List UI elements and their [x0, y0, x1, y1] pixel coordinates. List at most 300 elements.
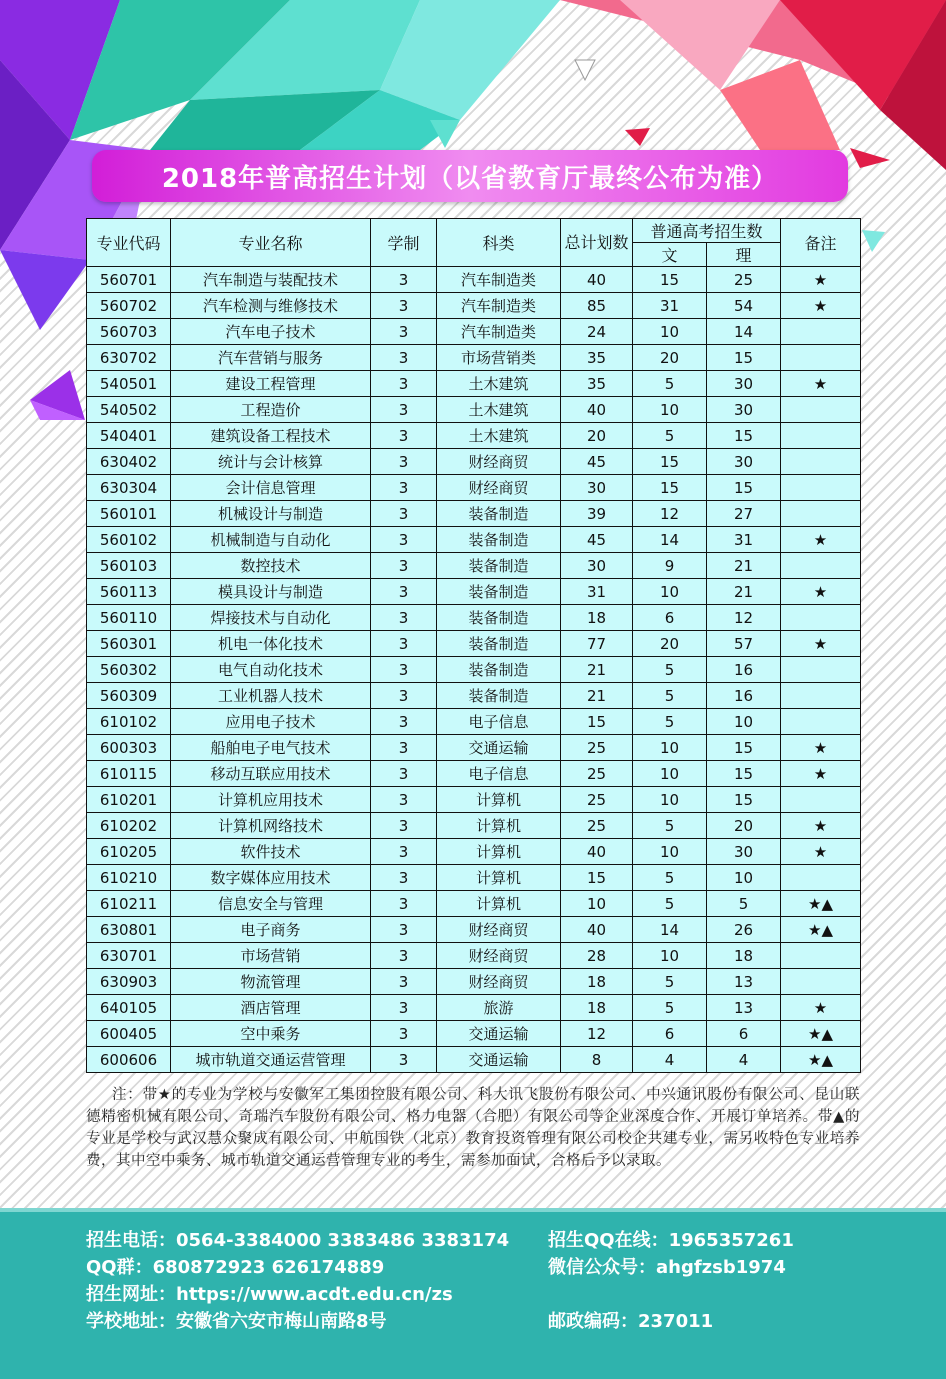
category-cell: 土木建筑: [437, 423, 561, 449]
years-cell: 3: [371, 475, 437, 501]
wen-cell: 6: [633, 605, 707, 631]
name-cell: 市场营销: [171, 943, 371, 969]
note-cell: [781, 709, 861, 735]
years-cell: 3: [371, 501, 437, 527]
years-cell: 3: [371, 631, 437, 657]
note-cell: ★: [781, 631, 861, 657]
li-cell: 12: [707, 605, 781, 631]
wen-cell: 10: [633, 839, 707, 865]
code-cell: 610205: [87, 839, 171, 865]
total-cell: 30: [561, 553, 633, 579]
table-row: [87, 865, 861, 891]
wen-cell: 9: [633, 553, 707, 579]
name-cell: 电子商务: [171, 917, 371, 943]
header-name: 专业名称: [171, 219, 371, 267]
years-cell: 3: [371, 605, 437, 631]
category-cell: 汽车制造类: [437, 293, 561, 319]
category-cell: 财经商贸: [437, 969, 561, 995]
years-cell: 3: [371, 865, 437, 891]
note-cell: ★: [781, 579, 861, 605]
note-cell: [781, 475, 861, 501]
note-cell: [781, 501, 861, 527]
years-cell: 3: [371, 1021, 437, 1047]
years-cell: 3: [371, 293, 437, 319]
name-cell: 焊接技术与自动化: [171, 605, 371, 631]
note-cell: [781, 397, 861, 423]
wen-cell: 12: [633, 501, 707, 527]
li-cell: 16: [707, 657, 781, 683]
name-cell: 计算机网络技术: [171, 813, 371, 839]
table-row: [87, 709, 861, 735]
wen-cell: 5: [633, 813, 707, 839]
table-row: [87, 839, 861, 865]
total-cell: 85: [561, 293, 633, 319]
code-cell: 540502: [87, 397, 171, 423]
category-cell: 装备制造: [437, 683, 561, 709]
note-cell: ★: [781, 735, 861, 761]
table-row: [87, 527, 861, 553]
years-cell: 3: [371, 735, 437, 761]
total-cell: 31: [561, 579, 633, 605]
li-cell: 13: [707, 995, 781, 1021]
li-cell: 26: [707, 917, 781, 943]
code-cell: 640105: [87, 995, 171, 1021]
years-cell: 3: [371, 787, 437, 813]
total-cell: 25: [561, 761, 633, 787]
li-cell: 14: [707, 319, 781, 345]
total-cell: 77: [561, 631, 633, 657]
wen-cell: 5: [633, 371, 707, 397]
name-cell: 机械制造与自动化: [171, 527, 371, 553]
total-cell: 40: [561, 397, 633, 423]
total-cell: 40: [561, 839, 633, 865]
category-cell: 汽车制造类: [437, 267, 561, 293]
table-row: [87, 319, 861, 345]
category-cell: 财经商贸: [437, 917, 561, 943]
name-cell: 建设工程管理: [171, 371, 371, 397]
note-cell: [781, 657, 861, 683]
note-cell: [781, 319, 861, 345]
li-cell: 5: [707, 891, 781, 917]
wen-cell: 5: [633, 995, 707, 1021]
total-cell: 24: [561, 319, 633, 345]
wen-cell: 20: [633, 345, 707, 371]
years-cell: 3: [371, 1047, 437, 1073]
category-cell: 财经商贸: [437, 449, 561, 475]
years-cell: 3: [371, 345, 437, 371]
table-row: [87, 917, 861, 943]
wechat-account: 微信公众号：ahgfzsb1974: [548, 1257, 786, 1278]
total-cell: 35: [561, 345, 633, 371]
li-cell: 25: [707, 267, 781, 293]
note-cell: [781, 345, 861, 371]
code-cell: 630903: [87, 969, 171, 995]
category-cell: 财经商贸: [437, 943, 561, 969]
code-cell: 610211: [87, 891, 171, 917]
table-row: [87, 1047, 861, 1073]
years-cell: 3: [371, 943, 437, 969]
years-cell: 3: [371, 683, 437, 709]
name-cell: 船舶电子电气技术: [171, 735, 371, 761]
code-cell: 560110: [87, 605, 171, 631]
category-cell: 交通运输: [437, 735, 561, 761]
total-cell: 10: [561, 891, 633, 917]
years-cell: 3: [371, 527, 437, 553]
name-cell: 信息安全与管理: [171, 891, 371, 917]
category-cell: 电子信息: [437, 709, 561, 735]
name-cell: 计算机应用技术: [171, 787, 371, 813]
header-note: 备注: [781, 219, 861, 267]
note-cell: [781, 683, 861, 709]
code-cell: 560302: [87, 657, 171, 683]
li-cell: 30: [707, 449, 781, 475]
li-cell: 20: [707, 813, 781, 839]
wen-cell: 10: [633, 943, 707, 969]
li-cell: 15: [707, 735, 781, 761]
name-cell: 机械设计与制造: [171, 501, 371, 527]
total-cell: 15: [561, 709, 633, 735]
category-cell: 装备制造: [437, 527, 561, 553]
table-row: [87, 813, 861, 839]
category-cell: 计算机: [437, 865, 561, 891]
li-cell: 10: [707, 709, 781, 735]
code-cell: 560701: [87, 267, 171, 293]
name-cell: 城市轨道交通运营管理: [171, 1047, 371, 1073]
wen-cell: 15: [633, 475, 707, 501]
table-row: [87, 579, 861, 605]
table-row: [87, 449, 861, 475]
total-cell: 12: [561, 1021, 633, 1047]
table-row: [87, 631, 861, 657]
table-row: [87, 475, 861, 501]
table-row: [87, 501, 861, 527]
category-cell: 交通运输: [437, 1021, 561, 1047]
code-cell: 630702: [87, 345, 171, 371]
code-cell: 610115: [87, 761, 171, 787]
wen-cell: 10: [633, 735, 707, 761]
table-row: [87, 735, 861, 761]
name-cell: 会计信息管理: [171, 475, 371, 501]
wen-cell: 10: [633, 579, 707, 605]
table-body: [87, 267, 861, 1073]
note-cell: ★▲: [781, 1047, 861, 1073]
years-cell: 3: [371, 839, 437, 865]
li-cell: 21: [707, 579, 781, 605]
category-cell: 计算机: [437, 839, 561, 865]
header-wen: 文: [633, 243, 707, 267]
code-cell: 610202: [87, 813, 171, 839]
footnote: 注：带★的专业为学校与安徽军工集团控股有限公司、科大讯飞股份有限公司、中兴通讯股份有限公司、昆山联德精密机械有限公司、奇瑞汽车股份有限公司、格力电器（合肥）有限公司等企业深度合作、开展订单培养。带▲的专业是学校与武汉慧众聚成有限公司、中航国铁（北京）教育投资管理有限公司校企共建专业，需另收特色专业培养费，其中空中乘务、城市轨道交通运营管理专业的考生，需参加面试，合格后予以录取。: [86, 1087, 860, 1169]
code-cell: 560102: [87, 527, 171, 553]
name-cell: 模具设计与制造: [171, 579, 371, 605]
years-cell: 3: [371, 813, 437, 839]
admission-phone: 招生电话：0564-3384000 3383486 3383174: [86, 1230, 510, 1251]
name-cell: 机电一体化技术: [171, 631, 371, 657]
li-cell: 4: [707, 1047, 781, 1073]
years-cell: 3: [371, 969, 437, 995]
wen-cell: 6: [633, 1021, 707, 1047]
years-cell: 3: [371, 917, 437, 943]
wen-cell: 5: [633, 969, 707, 995]
code-cell: 600303: [87, 735, 171, 761]
li-cell: 13: [707, 969, 781, 995]
note-cell: ★: [781, 813, 861, 839]
li-cell: 30: [707, 371, 781, 397]
note-cell: ★: [781, 839, 861, 865]
li-cell: 15: [707, 761, 781, 787]
code-cell: 630402: [87, 449, 171, 475]
wen-cell: 31: [633, 293, 707, 319]
total-cell: 45: [561, 527, 633, 553]
wen-cell: 10: [633, 319, 707, 345]
years-cell: 3: [371, 449, 437, 475]
code-cell: 600405: [87, 1021, 171, 1047]
category-cell: 市场营销类: [437, 345, 561, 371]
category-cell: 装备制造: [437, 579, 561, 605]
header-category: 科类: [437, 219, 561, 267]
contact-footer: [0, 1208, 946, 1379]
table-row: [87, 553, 861, 579]
category-cell: 装备制造: [437, 553, 561, 579]
table-row: [87, 423, 861, 449]
name-cell: 数字媒体应用技术: [171, 865, 371, 891]
code-cell: 560301: [87, 631, 171, 657]
li-cell: 15: [707, 475, 781, 501]
total-cell: 18: [561, 969, 633, 995]
total-cell: 25: [561, 735, 633, 761]
years-cell: 3: [371, 761, 437, 787]
name-cell: 汽车制造与装配技术: [171, 267, 371, 293]
wen-cell: 15: [633, 267, 707, 293]
name-cell: 汽车检测与维修技术: [171, 293, 371, 319]
li-cell: 18: [707, 943, 781, 969]
li-cell: 15: [707, 787, 781, 813]
li-cell: 15: [707, 423, 781, 449]
table-row: [87, 787, 861, 813]
wen-cell: 14: [633, 917, 707, 943]
code-cell: 560703: [87, 319, 171, 345]
years-cell: 3: [371, 709, 437, 735]
note-cell: ★▲: [781, 1021, 861, 1047]
note-cell: ★▲: [781, 917, 861, 943]
category-cell: 装备制造: [437, 501, 561, 527]
total-cell: 28: [561, 943, 633, 969]
li-cell: 10: [707, 865, 781, 891]
table-row: [87, 891, 861, 917]
name-cell: 工业机器人技术: [171, 683, 371, 709]
code-cell: 610210: [87, 865, 171, 891]
li-cell: 30: [707, 839, 781, 865]
total-cell: 40: [561, 267, 633, 293]
category-cell: 装备制造: [437, 605, 561, 631]
table-row: [87, 969, 861, 995]
note-cell: ★: [781, 761, 861, 787]
code-cell: 560101: [87, 501, 171, 527]
total-cell: 20: [561, 423, 633, 449]
table-row: [87, 397, 861, 423]
category-cell: 装备制造: [437, 631, 561, 657]
years-cell: 3: [371, 267, 437, 293]
li-cell: 31: [707, 527, 781, 553]
total-cell: 15: [561, 865, 633, 891]
note-cell: [781, 423, 861, 449]
years-cell: 3: [371, 891, 437, 917]
category-cell: 土木建筑: [437, 371, 561, 397]
table-row: [87, 371, 861, 397]
category-cell: 电子信息: [437, 761, 561, 787]
postcode: 邮政编码：237011: [548, 1311, 714, 1332]
header-years: 学制: [371, 219, 437, 267]
header-exam-group: 普通高考招生数: [633, 219, 781, 243]
total-cell: 25: [561, 787, 633, 813]
name-cell: 物流管理: [171, 969, 371, 995]
li-cell: 16: [707, 683, 781, 709]
total-cell: 25: [561, 813, 633, 839]
wen-cell: 20: [633, 631, 707, 657]
category-cell: 计算机: [437, 891, 561, 917]
li-cell: 57: [707, 631, 781, 657]
years-cell: 3: [371, 371, 437, 397]
table-row: [87, 605, 861, 631]
li-cell: 15: [707, 345, 781, 371]
years-cell: 3: [371, 319, 437, 345]
admission-website: 招生网址：https://www.acdt.edu.cn/zs: [86, 1284, 453, 1305]
note-cell: [781, 865, 861, 891]
wen-cell: 10: [633, 397, 707, 423]
total-cell: 21: [561, 683, 633, 709]
category-cell: 汽车制造类: [437, 319, 561, 345]
years-cell: 3: [371, 657, 437, 683]
name-cell: 空中乘务: [171, 1021, 371, 1047]
qq-group: QQ群：680872923 626174889: [86, 1257, 385, 1278]
wen-cell: 5: [633, 657, 707, 683]
school-address: 学校地址：安徽省六安市梅山南路8号: [86, 1311, 387, 1332]
page-title: 2018年普高招生计划（以省教育厅最终公布为准）: [161, 163, 779, 194]
code-cell: 610102: [87, 709, 171, 735]
years-cell: 3: [371, 553, 437, 579]
name-cell: 建筑设备工程技术: [171, 423, 371, 449]
code-cell: 630801: [87, 917, 171, 943]
li-cell: 21: [707, 553, 781, 579]
name-cell: 汽车电子技术: [171, 319, 371, 345]
name-cell: 酒店管理: [171, 995, 371, 1021]
code-cell: 630304: [87, 475, 171, 501]
note-cell: ★▲: [781, 891, 861, 917]
years-cell: 3: [371, 579, 437, 605]
code-cell: 540401: [87, 423, 171, 449]
name-cell: 汽车营销与服务: [171, 345, 371, 371]
code-cell: 560309: [87, 683, 171, 709]
total-cell: 35: [561, 371, 633, 397]
li-cell: 6: [707, 1021, 781, 1047]
wen-cell: 5: [633, 865, 707, 891]
total-cell: 21: [561, 657, 633, 683]
total-cell: 39: [561, 501, 633, 527]
note-cell: [781, 553, 861, 579]
wen-cell: 14: [633, 527, 707, 553]
li-cell: 54: [707, 293, 781, 319]
total-cell: 8: [561, 1047, 633, 1073]
header-total: 总计划数: [561, 219, 633, 267]
total-cell: 45: [561, 449, 633, 475]
category-cell: 装备制造: [437, 657, 561, 683]
note-cell: ★: [781, 371, 861, 397]
note-cell: [781, 449, 861, 475]
note-cell: ★: [781, 267, 861, 293]
total-cell: 18: [561, 605, 633, 631]
total-cell: 18: [561, 995, 633, 1021]
note-cell: [781, 943, 861, 969]
category-cell: 交通运输: [437, 1047, 561, 1073]
code-cell: 560702: [87, 293, 171, 319]
code-cell: 560103: [87, 553, 171, 579]
wen-cell: 5: [633, 683, 707, 709]
table-row: [87, 293, 861, 319]
total-cell: 30: [561, 475, 633, 501]
note-cell: ★: [781, 995, 861, 1021]
name-cell: 应用电子技术: [171, 709, 371, 735]
code-cell: 560113: [87, 579, 171, 605]
name-cell: 软件技术: [171, 839, 371, 865]
category-cell: 计算机: [437, 813, 561, 839]
table-row: [87, 267, 861, 293]
years-cell: 3: [371, 423, 437, 449]
li-cell: 27: [707, 501, 781, 527]
table-row: [87, 345, 861, 371]
category-cell: 计算机: [437, 787, 561, 813]
admission-qq-online: 招生QQ在线：1965357261: [548, 1230, 794, 1251]
wen-cell: 5: [633, 891, 707, 917]
enrollment-plan-table: [86, 218, 861, 1073]
table-row: [87, 761, 861, 787]
wen-cell: 10: [633, 787, 707, 813]
li-cell: 30: [707, 397, 781, 423]
wen-cell: 5: [633, 423, 707, 449]
table-row: [87, 657, 861, 683]
header-li: 理: [707, 243, 781, 267]
category-cell: 旅游: [437, 995, 561, 1021]
table-row: [87, 683, 861, 709]
note-cell: [781, 787, 861, 813]
code-cell: 630701: [87, 943, 171, 969]
name-cell: 工程造价: [171, 397, 371, 423]
code-cell: 540501: [87, 371, 171, 397]
code-cell: 610201: [87, 787, 171, 813]
years-cell: 3: [371, 995, 437, 1021]
table-row: [87, 943, 861, 969]
wen-cell: 15: [633, 449, 707, 475]
name-cell: 统计与会计核算: [171, 449, 371, 475]
years-cell: 3: [371, 397, 437, 423]
table-row: [87, 1021, 861, 1047]
title-banner: [92, 150, 848, 202]
category-cell: 财经商贸: [437, 475, 561, 501]
note-cell: ★: [781, 527, 861, 553]
category-cell: 土木建筑: [437, 397, 561, 423]
note-cell: [781, 969, 861, 995]
name-cell: 数控技术: [171, 553, 371, 579]
code-cell: 600606: [87, 1047, 171, 1073]
note-cell: ★: [781, 293, 861, 319]
name-cell: 移动互联应用技术: [171, 761, 371, 787]
note-cell: [781, 605, 861, 631]
table-row: [87, 995, 861, 1021]
wen-cell: 4: [633, 1047, 707, 1073]
wen-cell: 5: [633, 709, 707, 735]
wen-cell: 10: [633, 761, 707, 787]
total-cell: 40: [561, 917, 633, 943]
header-code: 专业代码: [87, 219, 171, 267]
